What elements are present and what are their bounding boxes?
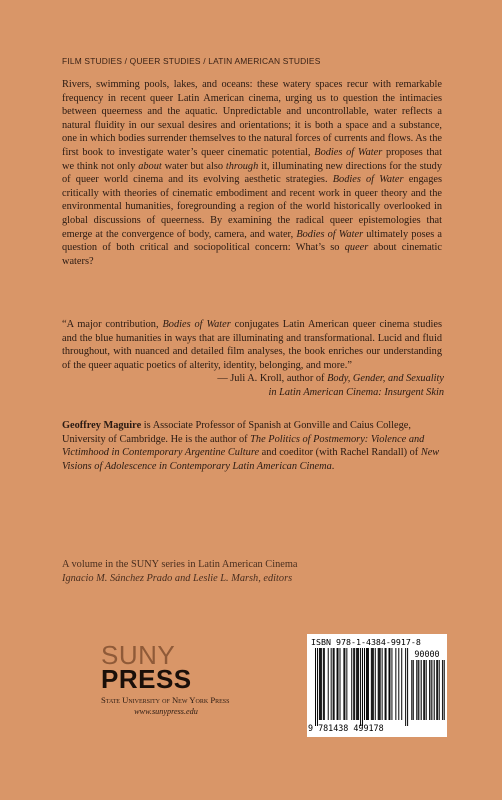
barcode-bar — [389, 648, 390, 720]
text-run: conjugates Latin American queer cinema studies and the blue humanities in ways that are illuminating and transformational. Lucid and fluid throughout, with nuanced and detailed film analyses, the book enriches our understanding of the queer aquatic poetics of alterity, identity, belonging, and more.” — [62, 319, 442, 371]
barcode-bar — [364, 648, 365, 720]
barcode-bar — [375, 648, 376, 720]
barcode-supplement-bar — [420, 660, 421, 720]
barcode-bar — [407, 648, 408, 726]
barcode-box — [307, 634, 447, 737]
barcode-bar — [358, 648, 359, 720]
barcode-bar — [405, 648, 406, 726]
barcode-bar — [338, 648, 339, 720]
barcode-bar — [315, 648, 316, 726]
barcode-bar — [353, 648, 354, 720]
barcode-bar — [328, 648, 329, 720]
logo-press-text: PRESS — [101, 664, 192, 694]
author-bio — [62, 419, 444, 473]
italic-text: about — [138, 160, 162, 172]
barcode-supplement-bar — [429, 660, 430, 720]
text-run: about cinematic waters? — [62, 242, 443, 267]
barcode-bar — [333, 648, 334, 720]
text-run: “A major contribution, — [62, 319, 163, 330]
text-run: engages critically with theories of cinematic embodiment and recent work in queer theory and the environmental humanities, foregrounding a region of the world historically overlooked in global discussions of queerness. By examining the radical queer epistemologies that emerge at the convergence of body, camera, and water, — [62, 174, 443, 240]
barcode-digits: 9 781438 499178 — [308, 723, 384, 733]
barcode-bar — [337, 648, 338, 720]
barcode-bar — [331, 648, 332, 720]
text-run: proposes that we think not only — [62, 146, 442, 172]
logo-suny-text: SUNY — [101, 640, 176, 670]
endorsement-quote — [62, 318, 442, 372]
italic-text: Bodies of Water — [162, 319, 231, 330]
barcode-supplement-bar — [411, 660, 412, 720]
barcode-supplement-bar — [421, 660, 422, 720]
barcode-bar — [323, 648, 324, 720]
barcode-bar — [366, 648, 367, 720]
barcode-bar — [343, 648, 344, 720]
barcode-bar — [386, 648, 387, 720]
barcode-bar — [324, 648, 325, 720]
barcode-supplement-bar — [438, 660, 439, 720]
text-run: Rivers, swimming pools, lakes, and oceans: these watery spaces recur with remarkable frequency in recent queer Latin American cinema, urging us to question the intimacies between queerness and the aquatic. Unpredictable and uncontrollable, water reflects a natural fluidity in our sexual desires and orientations; it is both a space and a substance, one in which bodies surrender themselves to the natural forces of currents and flows. As the first book to investigate water’s queer cinematic potential, — [62, 79, 442, 158]
subject-categories: FILM STUDIES / QUEER STUDIES / LATIN AMERICAN STUDIES — [62, 56, 321, 66]
text-run: is Associate Professor of Spanish at Gonville and Caius College, University of Cambridge. He is the author of — [62, 420, 411, 445]
barcode-bar — [395, 648, 396, 720]
italic-text: Bodies of Water — [332, 174, 404, 186]
series-editors: Ignacio M. Sánchez Prado and Leslie L. Marsh, editors — [62, 572, 293, 584]
text-run: it, illuminating new directions for the study of queer world cinema and its evolving aesthetic strategies. — [62, 160, 443, 186]
barcode-supplement-bar — [424, 660, 425, 720]
attribution-line — [62, 386, 444, 400]
barcode-bar — [351, 648, 352, 720]
italic-text: New Visions of Adolescence in Contemporary Latin American Cinema — [62, 447, 440, 472]
barcode-supplement-bar — [442, 660, 443, 720]
barcode-supplement-bar — [413, 660, 414, 720]
endorsement-attribution — [62, 372, 444, 399]
book-description — [62, 78, 442, 268]
series-info — [62, 558, 442, 585]
text-run: water but also — [161, 160, 226, 172]
barcode-supplement-bar — [439, 660, 440, 720]
barcode-bar — [344, 648, 345, 720]
barcode-bar — [368, 648, 369, 720]
barcode-bar — [356, 648, 357, 720]
text-run: . — [331, 460, 335, 472]
barcode-supplement-bar — [443, 660, 444, 720]
italic-text: Bodies of Water — [314, 146, 383, 158]
barcode-supplement-bar — [418, 660, 419, 720]
barcode-bar — [320, 648, 321, 720]
publisher-url: www.sunypress.edu — [134, 707, 198, 716]
italic-text: Bodies of Water — [296, 228, 364, 240]
barcode-bar — [362, 648, 363, 726]
publisher-name: State University of New York Press — [101, 695, 230, 705]
barcode-supplement-bar — [437, 660, 438, 720]
barcode-supplement-bar — [412, 660, 413, 720]
barcode-supplement-digits: 90000 — [414, 649, 440, 659]
barcode-supplement-bar — [430, 660, 431, 720]
publisher-logo — [101, 640, 231, 716]
barcode-bar — [354, 648, 355, 720]
barcode-bar — [371, 648, 372, 720]
barcode-supplement-bar — [434, 660, 435, 720]
text-run: and coeditor (with Rachel Randall) of — [259, 447, 421, 459]
barcode-bar — [334, 648, 335, 720]
isbn-label: ISBN 978-1-4384-9917-8 — [311, 637, 421, 647]
barcode-bar — [401, 648, 402, 720]
attribution-line — [62, 372, 444, 386]
barcode-bar — [357, 648, 358, 720]
barcode-bar — [385, 648, 386, 720]
text-run: — Juli A. Kroll, author of — [217, 373, 328, 384]
barcode-supplement-bar — [417, 660, 418, 720]
text-run: ultimately poses a question of both critical and sociopolitical concern: What’s so — [62, 228, 442, 254]
series-title: A volume in the SUNY series in Latin American Cinema — [62, 559, 298, 570]
barcode-bar — [340, 648, 341, 720]
italic-text: in Latin American Cinema: Insurgent Skin — [268, 386, 444, 398]
barcode-bar — [321, 648, 322, 720]
barcode-bar — [360, 648, 361, 726]
italic-text: through — [225, 160, 259, 172]
barcode-supplement-bar — [436, 660, 437, 720]
italic-text: queer — [344, 242, 369, 254]
barcode-supplement-bar — [444, 660, 445, 720]
barcode-supplement-bar — [425, 660, 426, 720]
barcode-bar — [378, 648, 379, 720]
barcode-bar — [382, 648, 383, 720]
barcode-bar — [389, 648, 390, 720]
italic-text: Body, Gender, and Sexuality — [327, 373, 444, 384]
barcode-supplement-bar — [433, 660, 434, 720]
barcode-bar — [398, 648, 399, 720]
barcode-bar — [380, 648, 381, 720]
barcode-bar — [372, 648, 373, 720]
barcode-supplement-bar — [431, 660, 432, 720]
barcode-bar — [373, 648, 374, 720]
barcode-bar — [317, 648, 318, 726]
barcode-bar — [367, 648, 368, 720]
barcode-bar — [319, 648, 320, 720]
barcode-bar — [346, 648, 347, 720]
bold-text: Geoffrey Maguire — [62, 420, 142, 431]
barcode-bar — [391, 648, 392, 720]
italic-text: The Politics of Postmemory: Violence and Victimhood in Contemporary Argentine Culture — [62, 433, 425, 459]
barcode-bar — [379, 648, 380, 720]
barcode-supplement-bar — [426, 660, 427, 720]
barcode-supplement-bar — [423, 660, 424, 720]
barcode-supplement-bar — [416, 660, 417, 720]
